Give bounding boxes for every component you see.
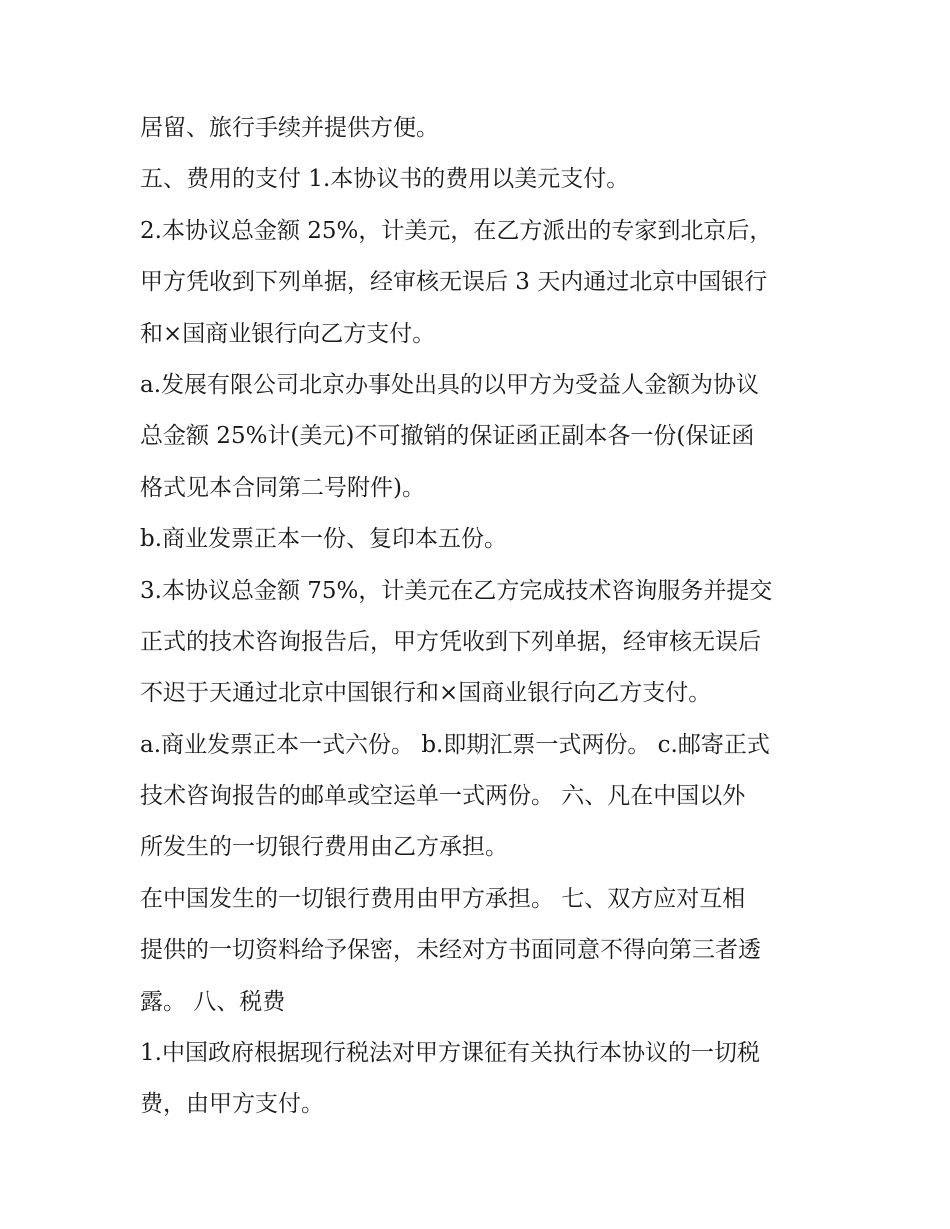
text-line: 正式的技术咨询报告后，甲方凭收到下列单据，经审核无误后 (140, 628, 761, 655)
text-line: 提供的一切资料给予保密，未经对方书面同意不得向第三者透 (140, 937, 761, 964)
text-line: 总金额 25%计(美元)不可撤销的保证函正副本各一份(保证函 (140, 423, 755, 450)
text-line: 2.本协议总金额 25%，计美元，在乙方派出的专家到北京后， (140, 217, 773, 244)
text-line: 甲方凭收到下列单据，经审核无误后 3 天内通过北京中国银行 (140, 269, 768, 296)
text-line: 不迟于天通过北京中国银行和×国商业银行向乙方支付。 (140, 680, 712, 707)
text-line: 五、费用的支付 1.本协议书的费用以美元支付。 (140, 166, 630, 193)
text-line: 露。 八、税费 (140, 988, 286, 1015)
text-line: 居留、旅行手续并提供方便。 (140, 115, 439, 141)
text-line: 技术咨询报告的邮单或空运单一式两份。 六、凡在中国以外 (140, 783, 746, 810)
text-line: 所发生的一切银行费用由乙方承担。 (140, 834, 508, 861)
text-line: 费，由甲方支付。 (140, 1091, 324, 1118)
text-line: 1.中国政府根据现行税法对甲方课征有关执行本协议的一切税 (140, 1040, 760, 1067)
text-line: 3.本协议总金额 75%，计美元在乙方完成技术咨询服务并提交 (140, 577, 773, 604)
text-line: 在中国发生的一切银行费用由甲方承担。 七、双方应对互相 (140, 885, 746, 912)
text-line: 格式见本合同第二号附件)。 (140, 474, 425, 501)
text-line: a.商业发票正本一式六份。 b.即期汇票一式两份。 c.邮寄正式 (140, 731, 770, 758)
text-line: a.发展有限公司北京办事处出具的以甲方为受益人金额为协议 (140, 371, 760, 398)
document-body (140, 103, 840, 1131)
text-line: b.商业发票正本一份、复印本五份。 (140, 526, 508, 553)
text-line: 和×国商业银行向乙方支付。 (140, 320, 436, 347)
